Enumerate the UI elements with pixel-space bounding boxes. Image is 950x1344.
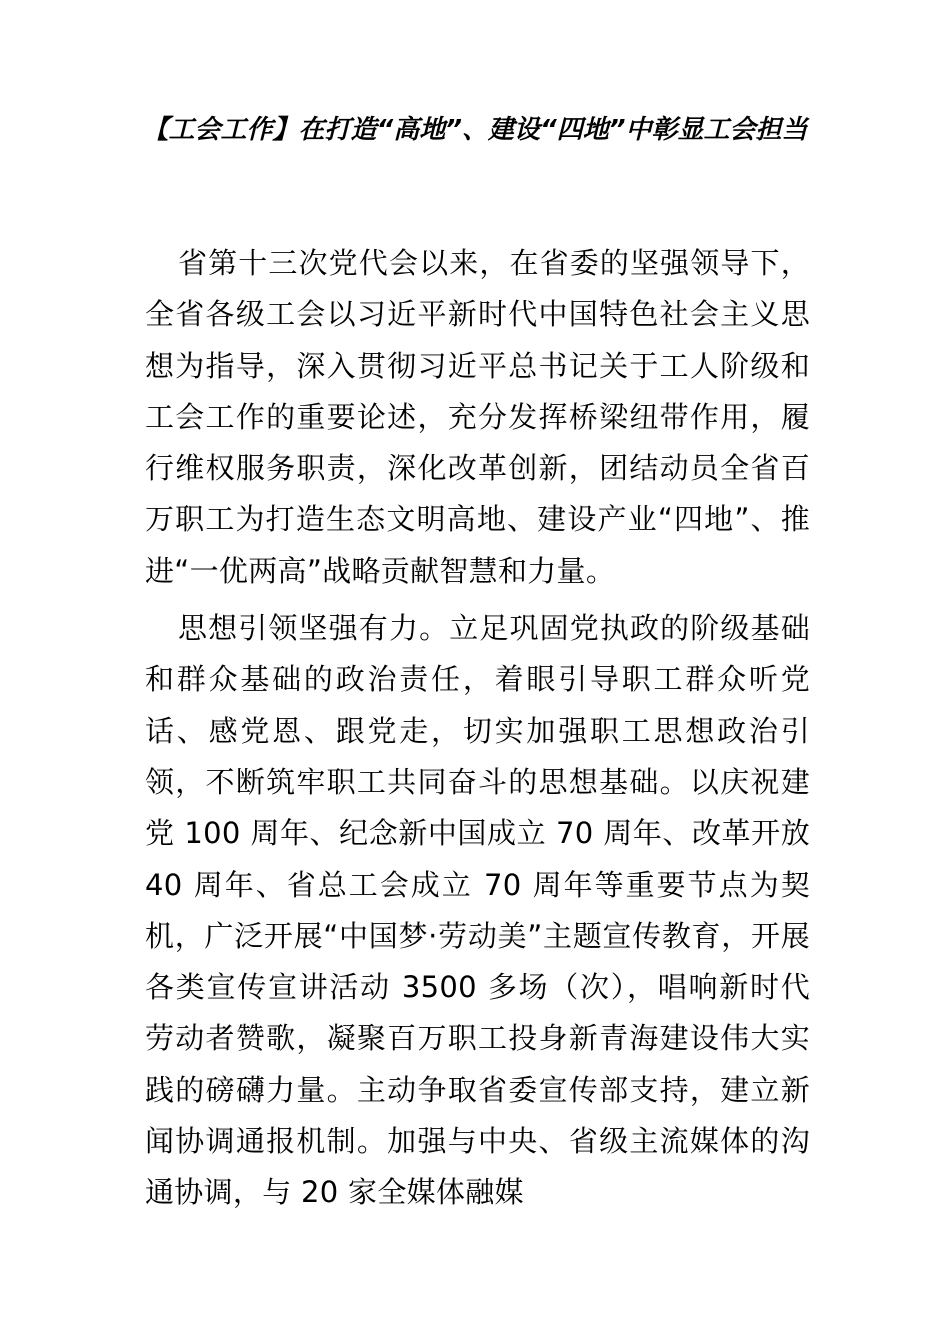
document-title: 【工会工作】在打造“高地”、建设“四地”中彰显工会担当 (142, 115, 808, 145)
paragraph-ideological-leadership: 思想引领坚强有力。立足巩固党执政的阶级基础和群众基础的政治责任，着眼引导职工群众听党话、感党恩、跟党走，切实加强职工思想政治引领，不断筑牢职工共同奋斗的思想基础。以庆祝建党 100 周年、纪念新中国成立 70 周年、改革开放 40 周年、省总工会成立 70 周年等重要节点为契机，广泛开展“中国梦·劳动美”主题宣传教育，开展各类宣传宣讲活动 3500 多场（次），唱响新时代劳动者赞歌，凝聚百万职工投身新青海建设伟大实践的磅礴力量。主动争取省委宣传部支持，建立新闻协调通报机制。加强与中央、省级主流媒体的沟通协调，与 20 家全媒体融媒 (145, 611, 810, 1210)
document-body (145, 238, 810, 1225)
paragraph-intro: 省第十三次党代会以来，在省委的坚强领导下，全省各级工会以习近平新时代中国特色社会主义思想为指导，深入贯彻习近平总书记关于工人阶级和工会工作的重要论述，充分发挥桥梁纽带作用，履行维权服务职责，深化改革创新，团结动员全省百万职工为打造生态文明高地、建设产业“四地”、推进“一优两高”战略贡献智慧和力量。 (145, 246, 810, 588)
